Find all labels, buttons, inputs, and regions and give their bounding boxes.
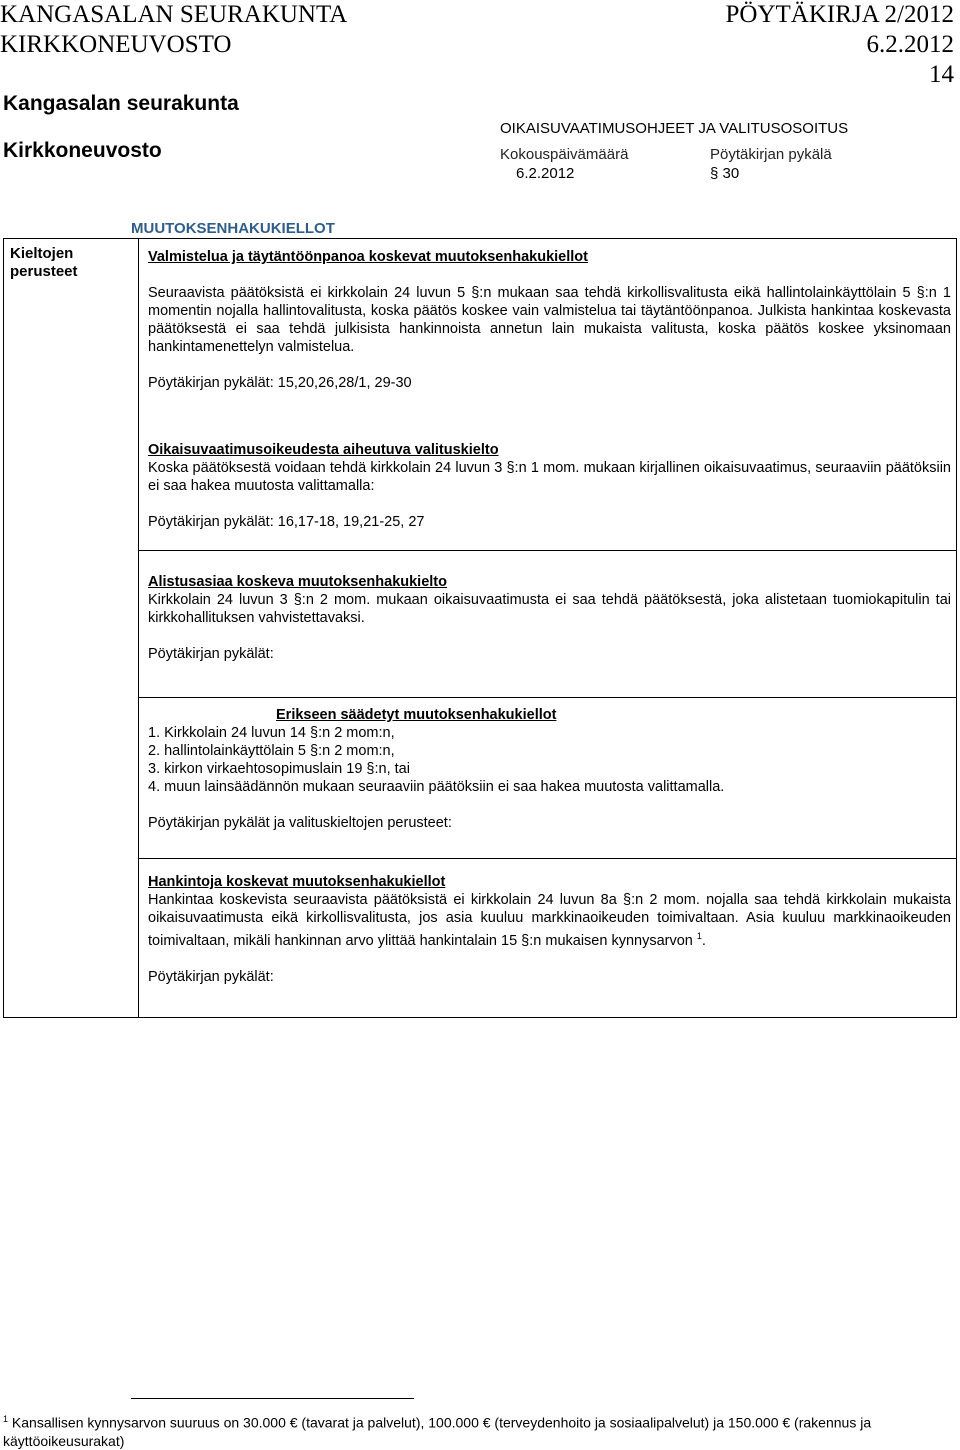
list-item: 3. kirkon virkaehtosopimuslain 19 §:n, tai (148, 761, 410, 777)
board-name: Kirkkoneuvosto (3, 139, 162, 162)
block-preparation-bans (148, 248, 951, 392)
minutes-number: PÖYTÄKIRJA 2/2012 (725, 1, 954, 28)
block-text: Hankintaa koskevista seuraavista päätöksistä ei kirkkolain 24 luvun 8a §:n 2 mom. nojalla saa tehdä kirkkolain mukaista oikaisuvaatimusta eikä kirkollisvalitusta, jos asia kuuluu markkinaoikeuden toimivaltaan. Asia kuuluu markkinaoikeuden toimivaltaan, mikäli hankinnan arvo ylittää hankintalain 15 §:n mukaisen kynnysarvon $^1$. (148, 892, 951, 949)
footnote (3, 1410, 957, 1450)
block-sections: Pöytäkirjan pykälät: 16,17-18, 19,21-25, 27 (148, 514, 425, 530)
list-item: 4. muun lainsäädännön mukaan seuraaviin päätöksiin ei saa hakea muutosta valittamalla. (148, 779, 725, 795)
block-title: Valmistelua ja täytäntöönpanoa koskevat muutoksenhakukiellot (148, 249, 588, 265)
block-sections: Pöytäkirjan pykälät: (148, 968, 274, 985)
ban-list (148, 724, 951, 796)
block-subordination-ban (148, 573, 951, 663)
list-item: 2. hallintolainkäyttölain 5 §:n 2 mom:n, (148, 743, 395, 759)
section-heading: MUUTOKSENHAKUKIELLOT (131, 220, 335, 237)
parish-caps: KANGASALAN SEURAKUNTA (0, 1, 348, 28)
footnote-mark: 1 (3, 1414, 9, 1424)
block-procurement-bans (148, 873, 951, 986)
meeting-date-label: Kokouspäivämäärä (500, 146, 629, 163)
block-specific-bans (148, 706, 951, 832)
column-divider (138, 238, 139, 1018)
header-left (0, 0, 347, 60)
row-divider (138, 550, 957, 551)
meeting-date-value: 6.2.2012 (516, 165, 575, 182)
footnote-reference[interactable]: 1 (696, 931, 702, 941)
block-title: Alistusasiaa koskeva muutoksenhakukielto (148, 574, 447, 590)
side-label: Kieltojen perusteet (10, 245, 78, 280)
block-title: Erikseen säädetyt muutoksenhakukiellot (276, 707, 557, 723)
block-text: Koska päätöksestä voidaan tehdä kirkkolain 24 luvun 3 §:n 1 mom. mukaan kirjallinen oikaisuvaatimus, seuraaviin päätöksiin ei saa hakea muutosta valittamalla: (148, 460, 951, 494)
block-title: Oikaisuvaatimusoikeudesta aiheutuva valituskielto (148, 442, 499, 458)
list-item: 1. Kirkkolain 24 luvun 14 §:n 2 mom:n, (148, 725, 395, 741)
block-rectification-ban (148, 441, 951, 531)
section-label: Pöytäkirjan pykälä (710, 146, 832, 163)
header-right (726, 0, 955, 90)
block-sections: Pöytäkirjan pykälät ja valituskieltojen perusteet: (148, 815, 452, 831)
block-sections: Pöytäkirjan pykälät: 15,20,26,28/1, 29-30 (148, 375, 412, 391)
document-title: OIKAISUVAATIMUSOHJEET JA VALITUSOSOITUS (500, 120, 849, 137)
parish-name: Kangasalan seurakunta (3, 92, 239, 115)
block-title: Hankintoja koskevat muutoksenhakukiellot (148, 874, 446, 890)
footnote-text: Kansallisen kynnysarvon suuruus on 30.000 € (tavarat ja palvelut), 100.000 € (terveydenhoito ja sosiaalipalvelut) ja 150.000 € (rakennus ja käyttöoikeusurakat) (3, 1414, 872, 1449)
row-divider (138, 858, 957, 859)
block-text: Seuraavista päätöksistä ei kirkkolain 24 luvun 5 §:n mukaan saa tehdä kirkollisvalitusta eikä hallintolainkäyttölain 5 §:n 1 momentin nojalla hallintovalitusta, koska päätös koskee vain valmistelua tai täytäntöönpanoa. Julkista hankintaa koskevasta päätöksestä ei saa tehdä julkisista hankinnoista annetun lain mukaista valitusta, koska päätös koskee yksinomaan hankintamenettelyn valmistelua. (148, 285, 951, 355)
footnote-separator (131, 1398, 414, 1399)
header-date: 6.2.2012 (866, 31, 954, 58)
page-number: 14 (929, 61, 954, 88)
block-sections: Pöytäkirjan pykälät: (148, 646, 274, 662)
section-value: § 30 (710, 165, 740, 182)
block-text: Kirkkolain 24 luvun 3 §:n 2 mom. mukaan oikaisuvaatimusta ei saa tehdä päätöksestä, joka alistetaan tuomiokapitulin tai kirkkohallituksen vahvistettavaksi. (148, 592, 951, 626)
row-divider (138, 697, 957, 698)
board-caps: KIRKKONEUVOSTO (0, 31, 232, 58)
